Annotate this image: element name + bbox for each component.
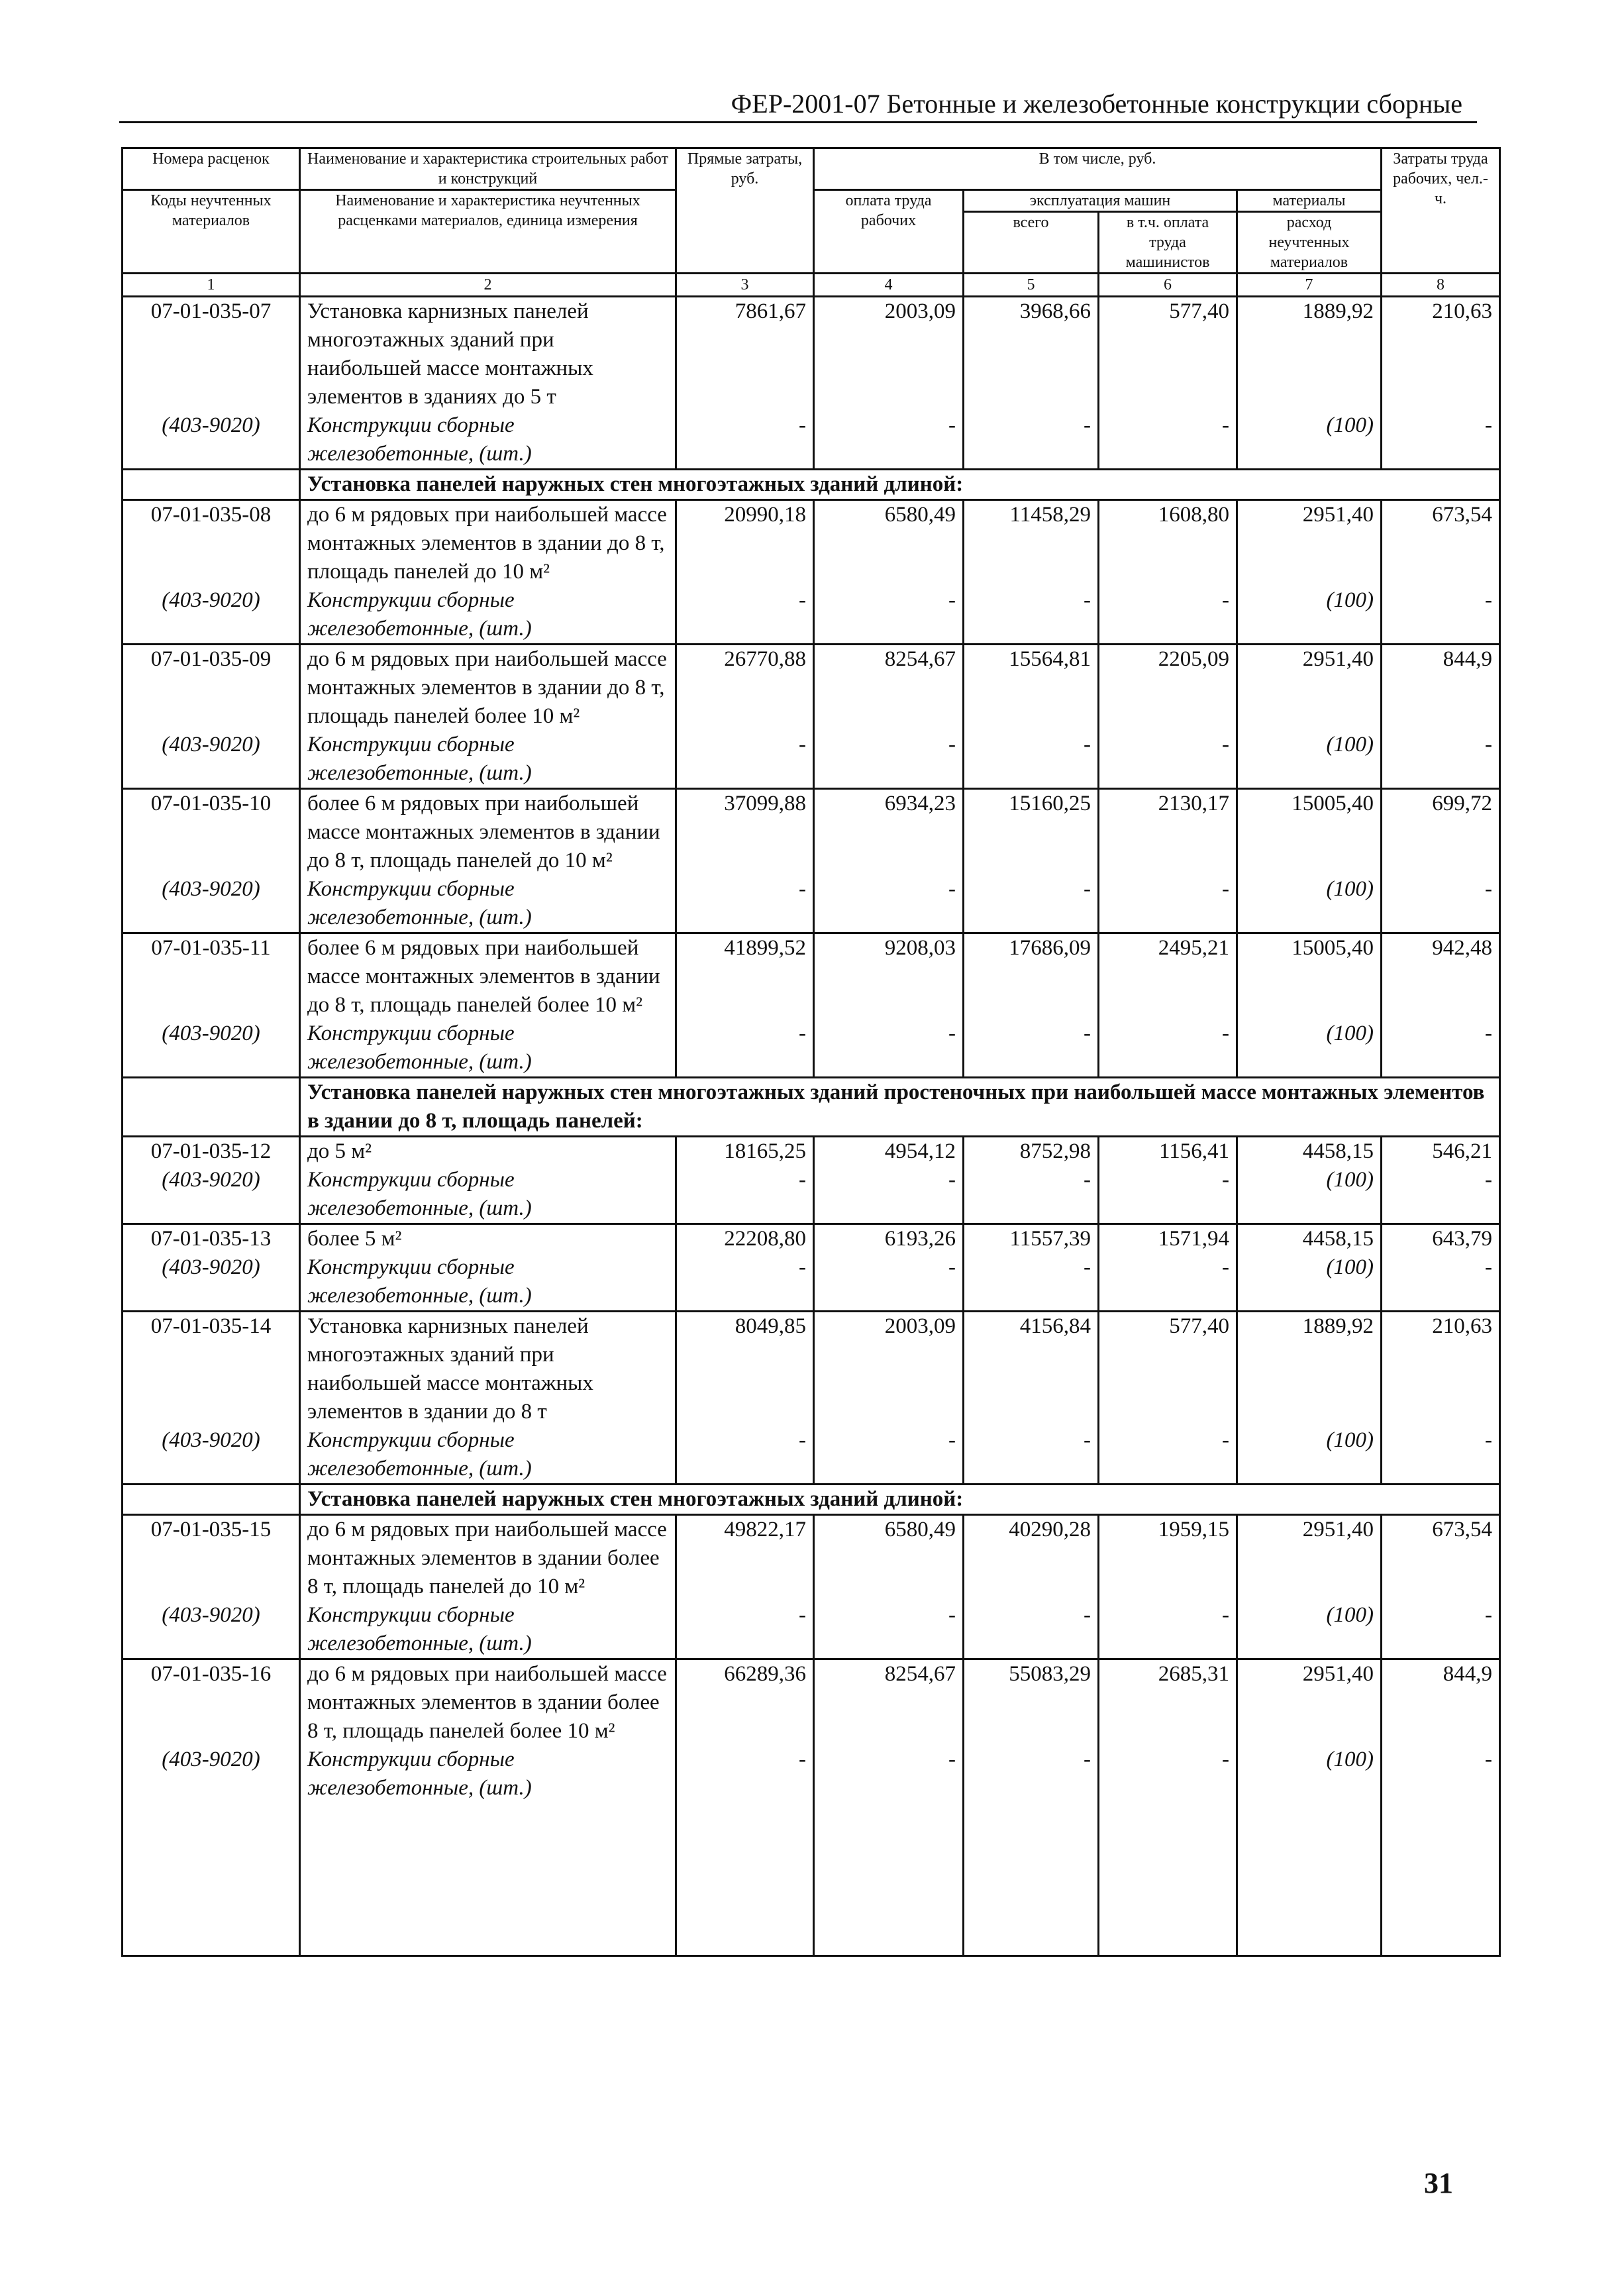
material-materials-value: (100) (1237, 1426, 1382, 1485)
direct-costs-value: 41899,52 (676, 933, 814, 1020)
material-machine-total-value: - (964, 411, 1099, 470)
material-description: Конструкции сборные железобетонные, (шт.) (300, 586, 676, 645)
material-labor-pay-value: - (814, 1746, 964, 1802)
labor-costs-value: 546,21 (1382, 1137, 1500, 1167)
labor-pay-value: 2003,09 (814, 297, 964, 412)
rate-row (123, 645, 1500, 731)
labor-costs-value: 643,79 (1382, 1224, 1500, 1254)
header-machine-operation: эксплуатация машин (964, 190, 1237, 212)
rate-code: 07-01-035-07 (123, 297, 300, 412)
machine-total-value: 40290,28 (964, 1515, 1099, 1602)
labor-costs-value: 673,54 (1382, 1515, 1500, 1602)
group-spacer-cell (123, 470, 300, 500)
material-labor-pay-value: - (814, 875, 964, 933)
materials-value: 15005,40 (1237, 789, 1382, 876)
material-labor-costs-value: - (1382, 586, 1500, 645)
machine-total-value: 15160,25 (964, 789, 1099, 876)
material-machinist-pay-value: - (1099, 1426, 1237, 1485)
machinist-pay-value: 2495,21 (1099, 933, 1237, 1020)
header-material-codes: Коды неучтенных материалов (123, 190, 300, 274)
machine-total-value: 11458,29 (964, 500, 1099, 587)
material-labor-costs-value: - (1382, 1601, 1500, 1659)
machinist-pay-value: 577,40 (1099, 1312, 1237, 1427)
material-row (123, 875, 1500, 933)
material-labor-pay-value: - (814, 586, 964, 645)
material-machinist-pay-value: - (1099, 1746, 1237, 1802)
header-labor-pay: оплата труда рабочих (814, 190, 964, 274)
material-materials-value: (100) (1237, 586, 1382, 645)
group-spacer-cell (123, 1078, 300, 1137)
materials-value: 2951,40 (1237, 1659, 1382, 1746)
material-code: (403-9020) (123, 1426, 300, 1485)
material-direct-costs-value: - (676, 1019, 814, 1078)
material-code: (403-9020) (123, 1019, 300, 1078)
rate-description: до 5 м² (300, 1137, 676, 1167)
machine-total-value: 55083,29 (964, 1659, 1099, 1746)
labor-costs-value: 210,63 (1382, 297, 1500, 412)
materials-value: 1889,92 (1237, 297, 1382, 412)
group-title: Установка панелей наружных стен многоэтажных зданий длиной: (300, 1485, 1500, 1515)
machinist-pay-value: 2130,17 (1099, 789, 1237, 876)
material-description: Конструкции сборные железобетонные, (шт.) (300, 1166, 676, 1224)
material-description: Конструкции сборные железобетонные, (шт.) (300, 731, 676, 789)
header-material-name: Наименование и характеристика неучтенных расценками материалов, единица измерения (300, 190, 676, 274)
materials-value: 2951,40 (1237, 1515, 1382, 1602)
header-rate-number: Номера расценок (123, 148, 300, 190)
column-number: 6 (1099, 274, 1237, 297)
material-labor-pay-value: - (814, 731, 964, 789)
material-direct-costs-value: - (676, 1601, 814, 1659)
labor-costs-value: 844,9 (1382, 1659, 1500, 1746)
materials-value: 4458,15 (1237, 1224, 1382, 1254)
header-materials: материалы (1237, 190, 1382, 212)
materials-value: 4458,15 (1237, 1137, 1382, 1167)
material-machine-total-value: - (964, 875, 1099, 933)
material-labor-costs-value: - (1382, 1746, 1500, 1802)
header-labor-costs: Затраты труда рабочих, чел.-ч. (1382, 148, 1500, 274)
labor-pay-value: 8254,67 (814, 1659, 964, 1746)
column-number: 4 (814, 274, 964, 297)
material-materials-value: (100) (1237, 1601, 1382, 1659)
material-labor-costs-value: - (1382, 1166, 1500, 1224)
material-labor-costs-value: - (1382, 1019, 1500, 1078)
rate-description: до 6 м рядовых при наибольшей массе монтажных элементов в здании до 8 т, площадь панелей более 10 м² (300, 645, 676, 731)
group-title: Установка панелей наружных стен многоэтажных зданий простеночных при наибольшей массе монтажных элементов в здании до 8 т, площадь панелей: (300, 1078, 1500, 1137)
machinist-pay-value: 1608,80 (1099, 500, 1237, 587)
machine-total-value: 4156,84 (964, 1312, 1099, 1427)
group-heading-row (123, 1485, 1500, 1515)
header-total: всего (964, 212, 1099, 274)
material-row (123, 1166, 1500, 1224)
material-machinist-pay-value: - (1099, 875, 1237, 933)
material-machine-total-value: - (964, 731, 1099, 789)
material-machinist-pay-value: - (1099, 1253, 1237, 1312)
machinist-pay-value: 1156,41 (1099, 1137, 1237, 1167)
material-description: Конструкции сборные железобетонные, (шт.) (300, 1019, 676, 1078)
rate-code: 07-01-035-11 (123, 933, 300, 1020)
group-title: Установка панелей наружных стен многоэтажных зданий длиной: (300, 470, 1500, 500)
page-number: 31 (1424, 2167, 1453, 2199)
rate-row (123, 500, 1500, 587)
material-description: Конструкции сборные железобетонные, (шт.) (300, 1746, 676, 1802)
materials-value: 1889,92 (1237, 1312, 1382, 1427)
material-machinist-pay-value: - (1099, 1166, 1237, 1224)
direct-costs-value: 18165,25 (676, 1137, 814, 1167)
material-row (123, 1426, 1500, 1485)
column-numbers-row (123, 274, 1500, 297)
header-direct-costs: Прямые затраты, руб. (676, 148, 814, 274)
rate-description: до 6 м рядовых при наибольшей массе монтажных элементов в здании более 8 т, площадь панелей до 10 м² (300, 1515, 676, 1602)
labor-pay-value: 6580,49 (814, 500, 964, 587)
rate-description: более 6 м рядовых при наибольшей массе монтажных элементов в здании до 8 т, площадь панелей более 10 м² (300, 933, 676, 1020)
material-machinist-pay-value: - (1099, 1019, 1237, 1078)
material-row (123, 586, 1500, 645)
column-number: 5 (964, 274, 1099, 297)
material-machinist-pay-value: - (1099, 1601, 1237, 1659)
labor-costs-value: 699,72 (1382, 789, 1500, 876)
material-code: (403-9020) (123, 411, 300, 470)
material-machine-total-value: - (964, 586, 1099, 645)
material-direct-costs-value: - (676, 731, 814, 789)
column-number: 2 (300, 274, 676, 297)
material-materials-value: (100) (1237, 1166, 1382, 1224)
labor-pay-value: 6193,26 (814, 1224, 964, 1254)
material-description: Конструкции сборные железобетонные, (шт.) (300, 1253, 676, 1312)
material-code: (403-9020) (123, 1166, 300, 1224)
machine-total-value: 3968,66 (964, 297, 1099, 412)
material-labor-pay-value: - (814, 1019, 964, 1078)
material-machine-total-value: - (964, 1746, 1099, 1802)
material-labor-pay-value: - (814, 1601, 964, 1659)
rate-row (123, 1137, 1500, 1167)
material-row (123, 411, 1500, 470)
material-code: (403-9020) (123, 875, 300, 933)
material-labor-pay-value: - (814, 1166, 964, 1224)
group-heading-row (123, 1078, 1500, 1137)
machine-total-value: 11557,39 (964, 1224, 1099, 1254)
material-code: (403-9020) (123, 1601, 300, 1659)
machine-total-value: 8752,98 (964, 1137, 1099, 1167)
machinist-pay-value: 2205,09 (1099, 645, 1237, 731)
material-materials-value: (100) (1237, 875, 1382, 933)
column-number: 8 (1382, 274, 1500, 297)
header-including: В том числе, руб. (814, 148, 1382, 190)
table-body (123, 297, 1500, 1956)
rate-code: 07-01-035-14 (123, 1312, 300, 1427)
labor-pay-value: 9208,03 (814, 933, 964, 1020)
labor-costs-value: 942,48 (1382, 933, 1500, 1020)
materials-value: 15005,40 (1237, 933, 1382, 1020)
material-direct-costs-value: - (676, 1166, 814, 1224)
material-row (123, 1019, 1500, 1078)
material-description: Конструкции сборные железобетонные, (шт.) (300, 1426, 676, 1485)
column-number: 3 (676, 274, 814, 297)
rate-description: Установка карнизных панелей многоэтажных зданий при наибольшей массе монтажных элементов в зданиях до 5 т (300, 297, 676, 412)
machinist-pay-value: 577,40 (1099, 297, 1237, 412)
material-row (123, 1253, 1500, 1312)
material-code: (403-9020) (123, 1746, 300, 1802)
material-row (123, 1746, 1500, 1802)
material-machine-total-value: - (964, 1019, 1099, 1078)
material-machine-total-value: - (964, 1166, 1099, 1224)
header-machinist-pay: в т.ч. оплата труда машинистов (1099, 212, 1237, 274)
direct-costs-value: 22208,80 (676, 1224, 814, 1254)
material-direct-costs-value: - (676, 1746, 814, 1802)
machinist-pay-value: 1571,94 (1099, 1224, 1237, 1254)
material-materials-value: (100) (1237, 1253, 1382, 1312)
material-materials-value: (100) (1237, 411, 1382, 470)
material-materials-value: (100) (1237, 731, 1382, 789)
rate-code: 07-01-035-10 (123, 789, 300, 876)
material-labor-costs-value: - (1382, 731, 1500, 789)
labor-pay-value: 8254,67 (814, 645, 964, 731)
material-code: (403-9020) (123, 731, 300, 789)
direct-costs-value: 66289,36 (676, 1659, 814, 1746)
material-code: (403-9020) (123, 586, 300, 645)
document-title: ФЕР-2001-07 Бетонные и железобетонные конструкции сборные (731, 89, 1462, 119)
rates-table (121, 147, 1501, 1957)
table-header (123, 148, 1500, 297)
labor-pay-value: 2003,09 (814, 1312, 964, 1427)
materials-value: 2951,40 (1237, 645, 1382, 731)
material-machinist-pay-value: - (1099, 731, 1237, 789)
rate-description: более 6 м рядовых при наибольшей массе монтажных элементов в здании до 8 т, площадь панелей до 10 м² (300, 789, 676, 876)
rate-row (123, 789, 1500, 876)
rate-description: Установка карнизных панелей многоэтажных зданий при наибольшей массе монтажных элементов в здании до 8 т (300, 1312, 676, 1427)
direct-costs-value: 7861,67 (676, 297, 814, 412)
material-machine-total-value: - (964, 1601, 1099, 1659)
rate-row (123, 1312, 1500, 1427)
material-labor-costs-value: - (1382, 875, 1500, 933)
material-labor-pay-value: - (814, 1253, 964, 1312)
rate-code: 07-01-035-13 (123, 1224, 300, 1254)
column-number: 1 (123, 274, 300, 297)
labor-pay-value: 6580,49 (814, 1515, 964, 1602)
material-labor-costs-value: - (1382, 1426, 1500, 1485)
material-description: Конструкции сборные железобетонные, (шт.) (300, 875, 676, 933)
materials-value: 2951,40 (1237, 500, 1382, 587)
column-number: 7 (1237, 274, 1382, 297)
machinist-pay-value: 2685,31 (1099, 1659, 1237, 1746)
material-row (123, 1601, 1500, 1659)
material-labor-pay-value: - (814, 411, 964, 470)
labor-costs-value: 210,63 (1382, 1312, 1500, 1427)
material-labor-costs-value: - (1382, 1253, 1500, 1312)
machine-total-value: 15564,81 (964, 645, 1099, 731)
material-machinist-pay-value: - (1099, 411, 1237, 470)
rate-row (123, 1515, 1500, 1602)
direct-costs-value: 26770,88 (676, 645, 814, 731)
rate-row (123, 297, 1500, 412)
rate-description: до 6 м рядовых при наибольшей массе монтажных элементов в здании более 8 т, площадь панелей более 10 м² (300, 1659, 676, 1746)
rate-code: 07-01-035-16 (123, 1659, 300, 1746)
rate-row (123, 933, 1500, 1020)
material-description: Конструкции сборные железобетонные, (шт.) (300, 1601, 676, 1659)
header-rate-name: Наименование и характеристика строительных работ и конструкций (300, 148, 676, 190)
material-labor-pay-value: - (814, 1426, 964, 1485)
rate-row (123, 1659, 1500, 1746)
table-filler-row (123, 1802, 1500, 1956)
labor-pay-value: 4954,12 (814, 1137, 964, 1167)
material-direct-costs-value: - (676, 586, 814, 645)
material-materials-value: (100) (1237, 1019, 1382, 1078)
page-header (119, 85, 1477, 123)
material-machine-total-value: - (964, 1253, 1099, 1312)
direct-costs-value: 37099,88 (676, 789, 814, 876)
material-labor-costs-value: - (1382, 411, 1500, 470)
labor-pay-value: 6934,23 (814, 789, 964, 876)
header-unaccounted-consumption: расход неучтенных материалов (1237, 212, 1382, 274)
direct-costs-value: 20990,18 (676, 500, 814, 587)
material-code: (403-9020) (123, 1253, 300, 1312)
material-row (123, 731, 1500, 789)
rate-code: 07-01-035-08 (123, 500, 300, 587)
direct-costs-value: 8049,85 (676, 1312, 814, 1427)
direct-costs-value: 49822,17 (676, 1515, 814, 1602)
material-machinist-pay-value: - (1099, 586, 1237, 645)
rate-description: более 5 м² (300, 1224, 676, 1254)
rate-code: 07-01-035-12 (123, 1137, 300, 1167)
labor-costs-value: 844,9 (1382, 645, 1500, 731)
rate-row (123, 1224, 1500, 1254)
rate-code: 07-01-035-15 (123, 1515, 300, 1602)
material-direct-costs-value: - (676, 1253, 814, 1312)
rate-code: 07-01-035-09 (123, 645, 300, 731)
group-heading-row (123, 470, 1500, 500)
material-machine-total-value: - (964, 1426, 1099, 1485)
rate-description: до 6 м рядовых при наибольшей массе монтажных элементов в здании до 8 т, площадь панелей до 10 м² (300, 500, 676, 587)
material-direct-costs-value: - (676, 1426, 814, 1485)
material-description: Конструкции сборные железобетонные, (шт.) (300, 411, 676, 470)
material-materials-value: (100) (1237, 1746, 1382, 1802)
group-spacer-cell (123, 1485, 300, 1515)
machine-total-value: 17686,09 (964, 933, 1099, 1020)
material-direct-costs-value: - (676, 411, 814, 470)
machinist-pay-value: 1959,15 (1099, 1515, 1237, 1602)
labor-costs-value: 673,54 (1382, 500, 1500, 587)
material-direct-costs-value: - (676, 875, 814, 933)
